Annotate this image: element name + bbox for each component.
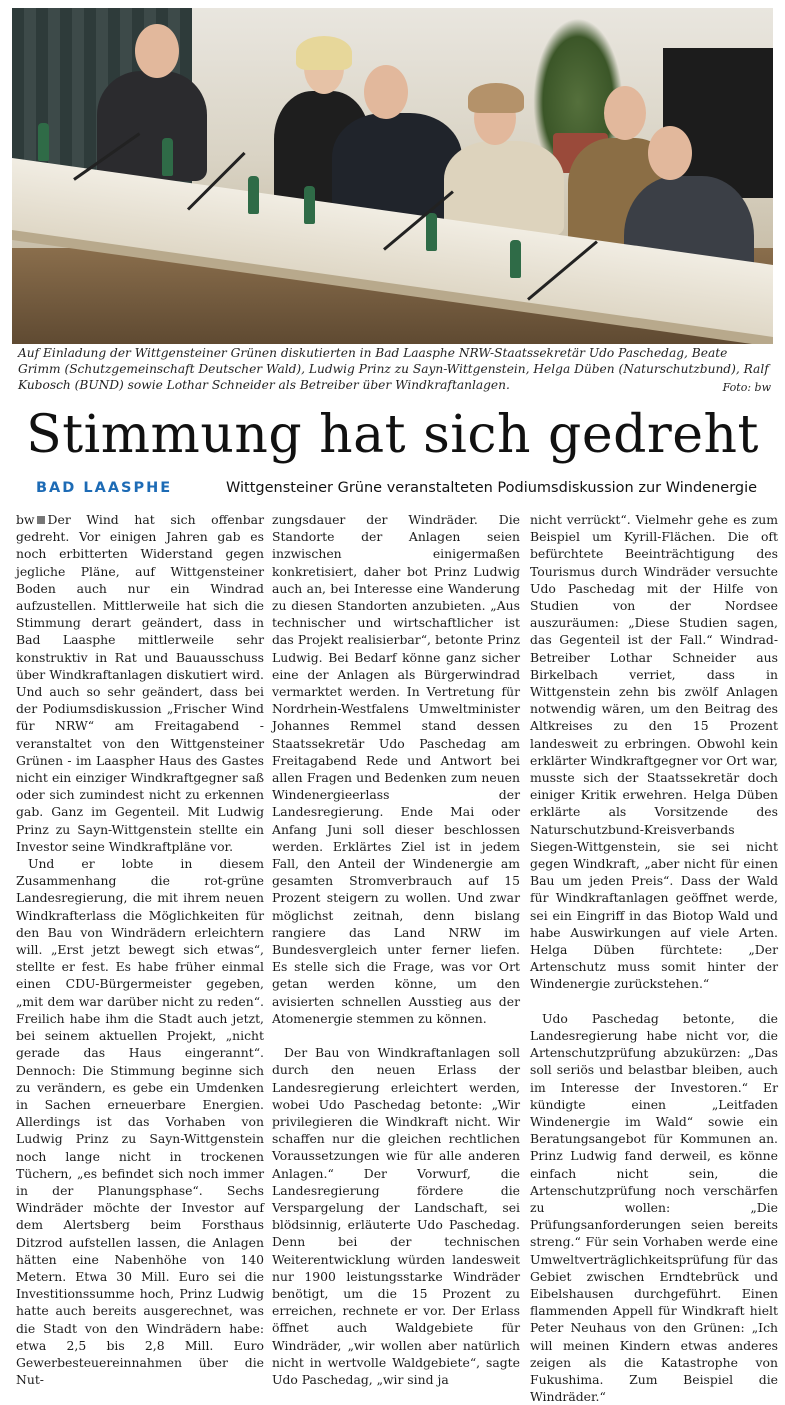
article-paragraph: Und er lobte in diesem Zusammenhang die rot-grüne Landesregierung, die mit ihrem neuen Windkrafterlass die Möglichkeiten für den Bau von Windrädern erleichtern will. „Erst jetzt bewegt sich etwas“, stellte er fest. Es habe früher einmal einen CDU-Bürgermeister gegeben, „mit dem war darüber nicht zu reden“. Freilich habe ihm die Stadt auch jetzt, bei seinem aktuellen Projekt, „nicht gerade das Haus eingerannt“. Dennoch: Die Stimmung beginne sich zu verändern, es gebe ein Umdenken in Sachen erneuerbare Energien. Allerdings ist das Vorhaben von Ludwig Prinz zu Sayn-Wittgenstein noch lange nicht in trockenen Tüchern, „es befindet sich noch immer in der Planungsphase“. Sechs Windräder möchte der Investor auf dem Alertsberg beim Forsthaus Ditzrod aufstellen lassen, die Anlagen hätten eine Nabenhöhe von 140 Metern. Etwa 30 Mill. Euro sei die Investitionssumme hoch, Prinz Ludwig hatte auch bereits ausgerechnet, was die Stadt von den Windrädern habe: etwa 2,5 bis 2,8 Mill. Euro Gewerbesteuereinnahmen über die Nut- [16,856,264,1388]
headline: Stimmung hat sich gedreht [26,405,759,465]
water-bottle [38,123,49,161]
byline: bw [16,512,35,527]
water-bottle [510,240,521,278]
article-paragraph: zungsdauer der Windräder. Die Standorte der Anlagen seien inzwischen einigermaßen konkretisiert, daher bot Prinz Ludwig auch an, bei Interesse eine Wanderung zu diesen Standorten anzubieten. „Aus technischer und wirtschaftlicher ist das Projekt realisierbar“, betonte Prinz Ludwig. Bei Bedarf könne ganz sicher eine der Anlagen als Bürgerwindrad vermarktet werden. In Vertretung für Nordrhein-Westfalens Umweltminister Johannes Remmel stand dessen Staatssekretär Udo Paschedag am Freitagabend Rede und Antwort bei allen Fragen und Bedenken zum neuen Windenergieerlass der Landesregierung. Ende Mai oder Anfang Juni soll dieser beschlossen werden. Erklärtes Ziel ist in jedem Fall, den Anteil der Windenergie am gesamten Stromverbrauch auf 15 Prozent steigern zu wollen. Und zwar möglichst zeitnah, denn bislang rangiere das Land NRW im Bundesvergleich unter ferner liefen. Es stelle sich die Frage, was vor Ort getan werden könne, um den avisierten schnellen Ausstieg aus der Atomenergie stemmen zu können. [272,512,520,1026]
article-paragraph: nicht verrückt“. Vielmehr gehe es zum Beispiel um Kyrill-Flächen. Die oft befürchtete Beeinträchtigung des Tourismus durch Windräder versuchte Udo Paschedag mit der Hilfe von Studien von der Nordsee auszuräumen: „Diese Studien sagen, das Gegenteil ist der Fall.“ Windrad-Betreiber Lothar Schneider aus Birkelbach verriet, dass in Wittgenstein zehn bis zwölf Anlagen notwendig wären, um den Beitrag des Altkreises zu den 15 Prozent landesweit zu erbringen. Obwohl kein erklärter Windkraftgegner vor Ort war, musste sich der Staatssekretär doch einiger Kritik erwehren. Helga Düben erklärte als Vorsitzende des Naturschutzbund-Kreisverbands Siegen-Wittgenstein, sie sei nicht gegen Windkraft, „aber nicht für einen Bau um jeden Preis“. Dass der Wald für Windkraftanlagen geöffnet werde, sei ein Eingriff in das Biotop Wald und habe Auswirkungen auf viele Arten. Helga Düben fürchtete: „Der Artenschutz muss somit hinter der Windenergie zurückstehen.“ [530,512,778,992]
article-paragraph: bw Der Wind hat sich offenbar gedreht. Vor einigen Jahren gab es noch erbitterten Widerstand gegen jegliche Pläne, auf Wittgensteiner Boden auch nur ein Windrad aufzustellen. Mittlerweile hat sich die Stimmung derart geändert, dass in Bad Laasphe mittlerweile sehr konstruktiv in Rat und Bauausschuss über Windkraftanlagen diskutiert wird. Und auch so sehr geändert, dass bei der Podiumsdiskussion „Frischer Wind für NRW“ am Freitagabend - veranstaltet von den Wittgensteiner Grünen - im Laaspher Haus des Gastes nicht ein einziger Windkraftgegner saß oder sich zumindest nicht zu erkennen gab. Ganz im Gegenteil. Mit Ludwig Prinz zu Sayn-Wittgenstein stellte ein Investor seine Windkraftpläne vor. [16,512,264,854]
photo-credit: Foto: bw [722,381,771,394]
byline-square-icon [37,516,45,524]
article-paragraph: Der Bau von Windkraftanlagen soll durch den neuen Erlass der Landesregierung erleichtert werden, wobei Udo Paschedag betonte: „Wir privilegieren die Windkraft nicht. Wir schaffen nur die gleichen rechtlichen Voraussetzungen wie für alle anderen Anlagen.“ Der Vorwurf, die Landesregierung fördere die Verspargelung der Landschaft, sei blödsinnig, erläuterte Udo Paschedag. Denn bei der technischen Weiterentwicklung würden landesweit nur 1900 leistungsstarke Windräder benötigt, um die 15 Prozent zu erreichen, rechnete er vor. Der Erlass öffnet auch Waldgebiete für Windräder, „wir wollen aber natürlich nicht in wertvolle Waldgebiete“, sagte Udo Paschedag, „wir sind ja [272,1045,520,1387]
water-bottle [304,186,315,224]
water-bottle [426,213,437,251]
panel-photo [12,8,773,344]
article-column-3 [530,511,778,1405]
article-column-1 [16,511,264,1388]
article-paragraph: Udo Paschedag betonte, die Landesregierung habe nicht vor, die Artenschutzprüfung abzukürzen: „Das soll seriös und belastbar bleiben, auch im Interesse der Investoren.“ Er kündigte einen „Leitfaden Windenergie im Wald“ sowie ein Beratungsangebot für Kommunen an. Prinz Ludwig fand derweil, es könne einfach nicht sein, die Artenschutzprüfung noch verschärfen zu wollen: „Die Prüfungsanforderungen seien bereits streng.“ Für sein Vorhaben werde eine Umweltverträglichkeitsprüfung für das Gebiet zwischen Erndtebrück und Eibelshausen durchgeführt. Einen flammenden Appell für Windkraft hielt Peter Neuhaus von den Grünen: „Ich will meinen Kindern etwas anderes zeigen als die Katastrophe von Fukushima. Zum Beispiel die Windräder.“ [530,1010,778,1405]
location-kicker: BAD LAASPHE [36,480,173,496]
water-bottle [248,176,259,214]
photo-caption: Auf Einladung der Wittgensteiner Grünen diskutierten in Bad Laasphe NRW-Staatssekretär Udo Paschedag, Beate Grimm (Schutzgemeinschaft Deutscher Wald), Ludwig Prinz zu Sayn-Wittgenstein, Helga Düben (Naturschutzbund), Ralf Kubosch (BUND) sowie Lothar Schneider als Betreiber über Windkraftanlagen. [18,346,769,392]
article-column-2 [272,511,520,1388]
subheadline: Wittgensteiner Grüne veranstalteten Podiumsdiskussion zur Windenergie [226,480,758,496]
water-bottle [162,138,173,176]
